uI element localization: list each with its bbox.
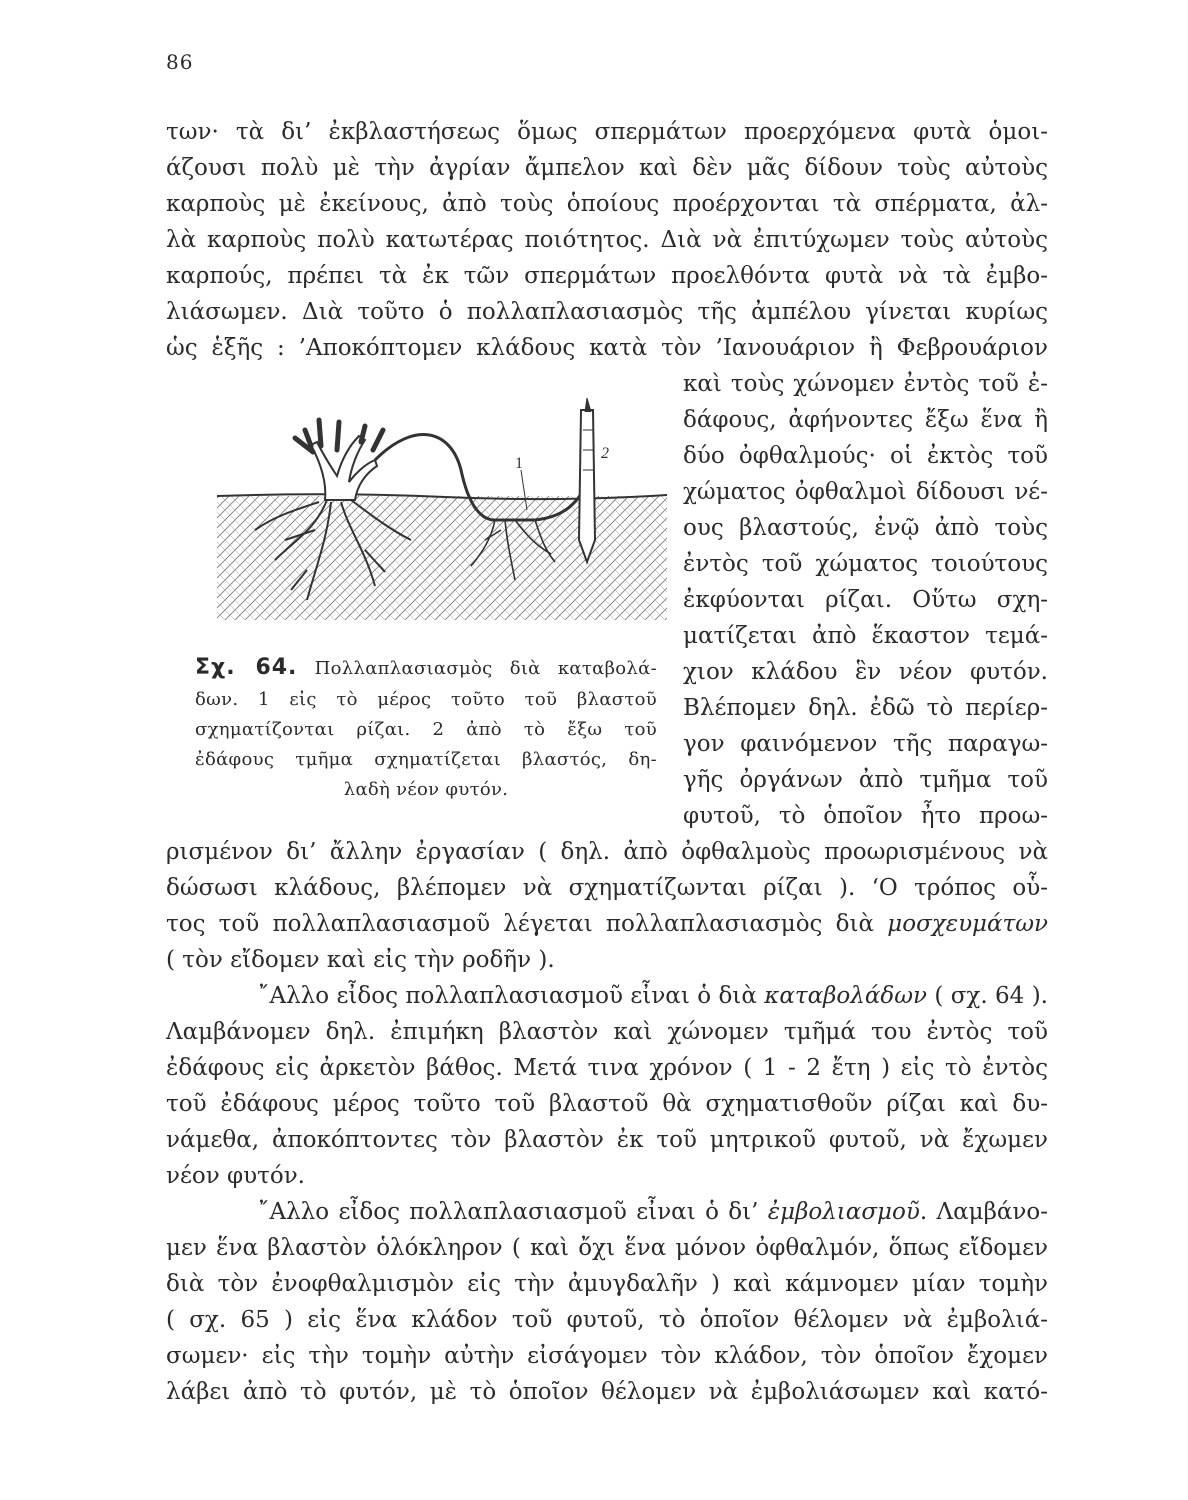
mother-plant-spurs xyxy=(295,420,383,452)
term-grafting: ἐμβολιασμοῦ xyxy=(767,1199,920,1225)
paragraph-line: ( τὸν εἴδομεν καὶ εἰς τὴν ροδῆν ). xyxy=(166,947,555,973)
caption-text: Πολλαπλασιασμὸς διὰ καταβολά- xyxy=(314,658,657,679)
column-line: ους βλαστούς, ἐνῷ ἀπὸ τοὺς xyxy=(683,515,1048,541)
paragraph-line xyxy=(166,981,1048,1011)
column-line: χιον κλάδου ἓν νέον φυτόν. xyxy=(683,659,1048,685)
paragraph-line: ( σχ. 65 ) εἰς ἕνα κλάδον τοῦ φυτοῦ, τὸ ὁποῖον θέλομεν νὰ ἐμβολιά- xyxy=(166,1307,1048,1333)
column-line: ματίζεται ἀπὸ ἕκαστον τεμά- xyxy=(683,623,1048,649)
paragraph-line: λάβει ἀπὸ τὸ φυτόν, μὲ τὸ ὁποῖον θέλομεν νὰ ἐμβολιάσωμεν καὶ κατό- xyxy=(166,1379,1048,1405)
text-span: ῎Αλλο εἶδος πολλαπλασιασμοῦ εἶναι ὁ δι’ xyxy=(258,1199,768,1225)
column-line: δάφους, ἀφήνοντες ἔξω ἕνα ἢ xyxy=(683,407,1048,433)
figure-label-2: 2 xyxy=(601,445,609,462)
paragraph-line: δώσωσι κλάδους, βλέπομεν νὰ σχηματίζωνται ρίζαι ). ‘Ο τρόπος οὗ- xyxy=(166,875,1048,901)
paragraph-line xyxy=(166,1197,1048,1227)
figure-caption-line: σχηματίζονται ρίζαι. 2 ἀπὸ τὸ ἔξω τοῦ xyxy=(195,719,657,740)
figure-caption-line: ἐδάφους τμῆμα σχηματίζεται βλαστός, δη- xyxy=(195,749,657,770)
text-span: τος τοῦ πολλαπλασιασμοῦ λέγεται πολλαπλασιασμὸς διὰ xyxy=(166,911,888,937)
figure-caption-line xyxy=(195,656,657,681)
figure-caption-line: δων. 1 εἰς τὸ μέρος τοῦτο τοῦ βλαστοῦ xyxy=(195,689,657,710)
column-line: Βλέπομεν δηλ. ἐδῶ τὸ περίερ- xyxy=(683,695,1048,721)
paragraph-line: νάμεθα, ἀποκόπτοντες τὸν βλαστὸν ἐκ τοῦ μητρικοῦ φυτοῦ, νὰ ἔχωμεν xyxy=(166,1127,1048,1153)
figure-caption-line: λαδὴ νέον φυτόν. xyxy=(343,779,509,800)
paragraph-line: λιάσωμεν. Διὰ τοῦτο ὁ πολλαπλασιασμὸς τῆς ἀμπέλου γίνεται κυρίως xyxy=(166,299,1048,325)
paragraph-line: τοῦ ἐδάφους μέρος τοῦτο τοῦ βλαστοῦ θὰ σχηματισθοῦν ρίζαι καὶ δυ- xyxy=(166,1091,1048,1117)
figure-caption-label: Σχ. 64. xyxy=(195,655,298,680)
column-line: χώματος ὀφθαλμοὶ δίδουσι νέ- xyxy=(683,479,1048,505)
text-span: . Λαμβάνο- xyxy=(919,1199,1049,1225)
term-cuttings: μοσχευμάτων xyxy=(887,911,1048,937)
paragraph-line: καρποὺς μὲ ἐκείνους, ἀπὸ τοὺς ὁποίους προέρχονται τὰ σπέρματα, ἀλ- xyxy=(166,191,1048,217)
column-line: γον φαινόμενον τῆς παραγω- xyxy=(683,731,1048,757)
column-line: γῆς ὀργάνων ἀπὸ τμῆμα τοῦ xyxy=(683,767,1048,793)
paragraph-line: διὰ τὸν ἐνοφθαλμισμὸν εἰς τὴν ἀμυγδαλῆν ) καὶ κάμνομεν μίαν τομὴν xyxy=(166,1271,1048,1297)
paragraph-line xyxy=(166,909,1048,939)
paragraph-line: των· τὰ δι’ ἐκβλαστήσεως ὅμως σπερμάτων προερχόμενα φυτὰ ὁμοι- xyxy=(166,119,1048,145)
paragraph-line: ὡς ἑξῆς : ’Αποκόπτομεν κλάδους κατὰ τὸν ’Ιανουάριον ἢ Φεβρουάριον xyxy=(166,335,1048,361)
paragraph-line: Λαμβάνομεν δηλ. ἐπιμήκη βλαστὸν καὶ χώνομεν τμῆμά του ἐντὸς τοῦ xyxy=(166,1019,1048,1045)
page-number: 86 xyxy=(166,50,194,74)
new-shoot-tip xyxy=(585,398,591,412)
term-layering: καταβολάδων xyxy=(764,983,927,1009)
figure-label-1: 1 xyxy=(515,455,523,472)
paragraph-line: λὰ καρποὺς πολὺ κατωτέρας ποιότητος. Διὰ νὰ ἐπιτύχωμεν τοὺς αὐτοὺς xyxy=(166,227,1048,253)
paragraph-line: άζουσι πολὺ μὲ τὴν ἀγρίαν ἄμπελον καὶ δὲν μᾶς δίδουν τοὺς αὐτοὺς xyxy=(166,155,1048,181)
paragraph-line: ἐδάφους εἰς ἀρκετὸν βάθος. Μετά τινα χρόνον ( 1 - 2 ἔτη ) εἰς τὸ ἐντὸς xyxy=(166,1055,1048,1081)
column-line: καὶ τοὺς χώνομεν ἐντὸς τοῦ ἐ- xyxy=(683,371,1048,397)
paragraph-line: καρπούς, πρέπει τὰ ἐκ τῶν σπερμάτων προελθόντα φυτὰ νὰ τὰ ἐμβο- xyxy=(166,263,1048,289)
paragraph-line: ρισμένον δι’ ἄλλην ἐργασίαν ( δηλ. ἀπὸ ὀφθαλμοὺς προωρισμένους νὰ xyxy=(166,839,1048,865)
column-line: φυτοῦ, τὸ ὁποῖον ἦτο προω- xyxy=(683,803,1048,829)
column-line: ἐκφύονται ρίζαι. Οὕτω σχη- xyxy=(683,587,1048,613)
text-span: ῎Αλλο εἶδος πολλαπλασιασμοῦ εἶναι ὁ διὰ xyxy=(258,983,765,1009)
paragraph-line: σωμεν· εἰς τὴν τομὴν αὐτὴν εἰσάγομεν τὸν κλάδον, τὸν ὁποῖον ἔχομεν xyxy=(166,1343,1048,1369)
text-span: ( σχ. 64 ). xyxy=(926,983,1048,1009)
column-line: δύο ὀφθαλμούς· οἱ ἐκτὸς τοῦ xyxy=(683,443,1048,469)
column-line: ἐντὸς τοῦ χώματος τοιούτους xyxy=(683,551,1048,577)
paragraph-line: νέον φυτόν. xyxy=(166,1163,305,1189)
layering-illustration xyxy=(215,390,670,652)
support-stake xyxy=(579,410,595,562)
paragraph-line: μεν ἕνα βλαστὸν ὁλόκληρον ( καὶ ὄχι ἕνα μόνον ὀφθαλμόν, ὅπως εἴδομεν xyxy=(166,1235,1048,1261)
